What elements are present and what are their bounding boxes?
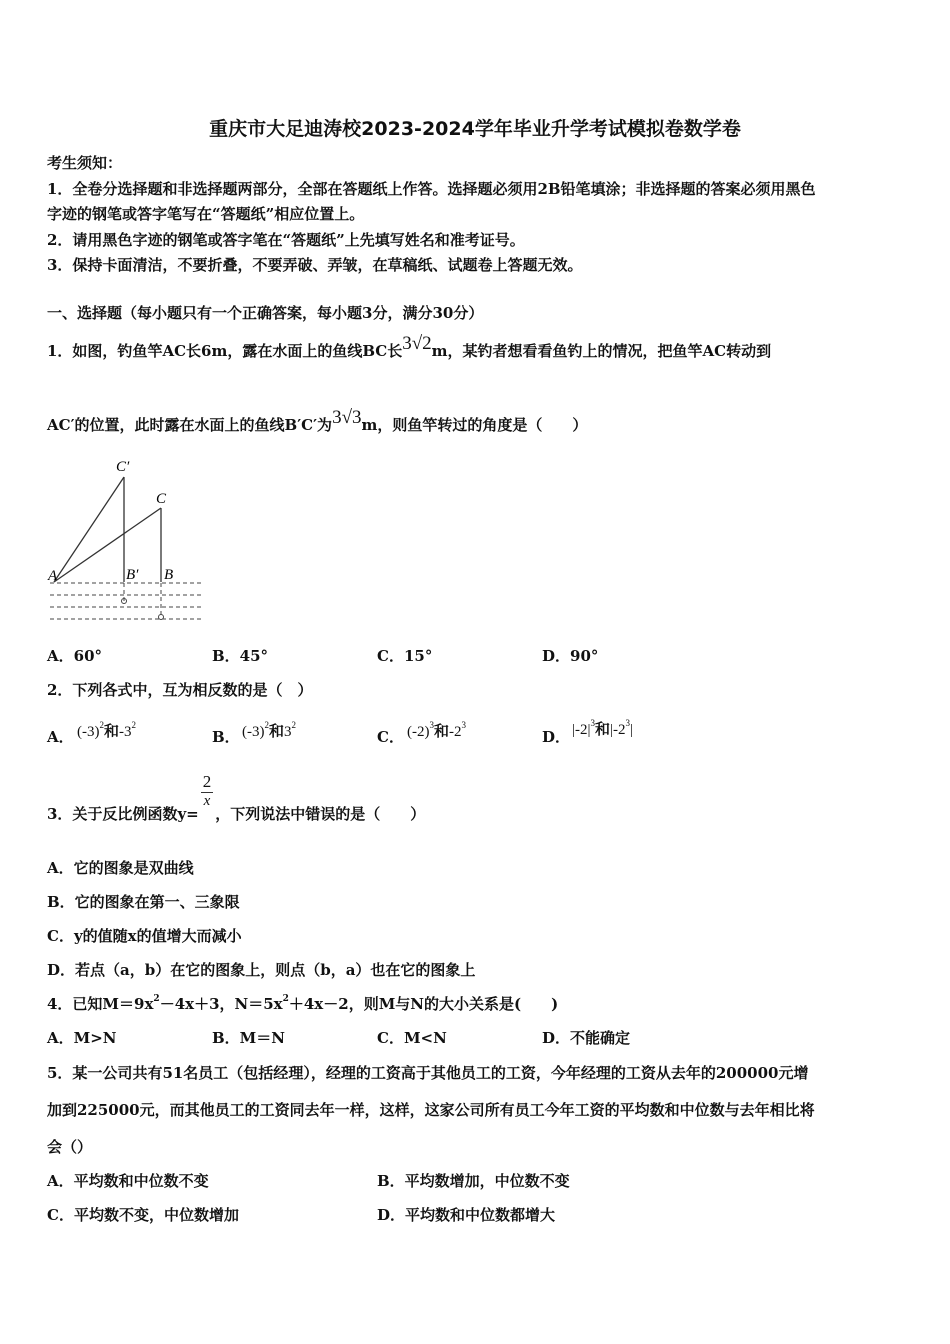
q2-a-right-exp: 2 bbox=[131, 720, 137, 730]
q3-text-2: ，下列说法中错误的是（ ） bbox=[215, 805, 426, 823]
q3-option-a: A．它的图象是双曲线 bbox=[47, 859, 194, 877]
question-4-stem bbox=[47, 993, 558, 1014]
q1-text-1: 1．如图，钓鱼竿AC长6m，露在水面上的鱼线BC长 bbox=[47, 342, 403, 360]
rod-ac-prime bbox=[54, 477, 124, 582]
q1-option-b: B．45° bbox=[212, 647, 269, 665]
q2-c-left-exp: 3 bbox=[429, 720, 434, 730]
q2-option-d-label: D． bbox=[542, 728, 571, 746]
q5-option-c: C．平均数不变，中位数增加 bbox=[47, 1206, 239, 1224]
q2-c-right-exp: 3 bbox=[461, 720, 467, 730]
q2-b-left-exp: 2 bbox=[264, 720, 269, 730]
q2-option-c-label: C． bbox=[377, 728, 404, 746]
question-5-line-2: 加到225000元，而其他员工的工资同去年一样，这样，这家公司所有员工今年工资的平均数和中位数与去年相比将 bbox=[47, 1101, 815, 1119]
notice-line-2: 2．请用黑色字迹的钢笔或答字笔在“答题纸”上先填写姓名和准考证号。 bbox=[47, 231, 525, 249]
q1-math-2: 3√3 bbox=[332, 407, 362, 428]
q3-fraction bbox=[201, 772, 214, 810]
q4-text-1: 4．已知M＝9x bbox=[47, 995, 154, 1013]
q2-d-left-exp: 3 bbox=[590, 718, 596, 728]
q3-text-1: 3．关于反比例函数y= bbox=[47, 805, 199, 823]
q4-option-c: C．M<N bbox=[377, 1029, 447, 1047]
q4-text-3: ＋4x－2，则M与N的大小关系是( ) bbox=[288, 995, 559, 1013]
page-title: 重庆市大足迪涛校2023-2024学年毕业升学考试模拟卷数学卷 bbox=[209, 118, 741, 140]
question-2-stem: 2．下列各式中，互为相反数的是（ ） bbox=[47, 681, 313, 699]
question-1-line-2 bbox=[47, 407, 588, 436]
q3-option-b: B．它的图象在第一、三象限 bbox=[47, 893, 240, 911]
q4-exp-1: 2 bbox=[153, 994, 160, 1004]
q3-option-c: C．y的值随x的值增大而减小 bbox=[47, 927, 242, 945]
q2-a-and: 和 bbox=[104, 722, 120, 740]
question-1-line-1 bbox=[47, 333, 772, 362]
q1-option-d: D．90° bbox=[542, 647, 599, 665]
q4-option-b: B．M＝N bbox=[212, 1029, 285, 1047]
q2-b-left: (-3) bbox=[242, 724, 265, 740]
label-b-prime: B′ bbox=[126, 567, 139, 583]
label-a: A bbox=[48, 568, 58, 584]
q3-fraction-denominator: x bbox=[203, 793, 211, 809]
q2-option-b bbox=[242, 720, 296, 741]
question-5-line-1: 5．某一公司共有51名员工（包括经理），经理的工资高于其他员工的工资，今年经理的工资从去年的200000元增 bbox=[47, 1064, 809, 1082]
q2-option-c bbox=[407, 720, 466, 741]
q5-option-a: A．平均数和中位数不变 bbox=[47, 1172, 209, 1190]
q1-math-1: 3√2 bbox=[402, 333, 432, 354]
q1-option-a: A．60° bbox=[47, 647, 103, 665]
section-heading: 一、选择题（每小题只有一个正确答案，每小题3分，满分30分） bbox=[47, 304, 484, 322]
q1-figure bbox=[46, 455, 206, 630]
q2-option-b-label: B． bbox=[212, 728, 240, 746]
q5-option-b: B．平均数增加，中位数不变 bbox=[377, 1172, 570, 1190]
q2-c-and: 和 bbox=[434, 722, 450, 740]
label-c-prime: C′ bbox=[116, 459, 130, 475]
notice-line-1b: 字迹的钢笔或答字笔写在“答题纸”相应位置上。 bbox=[47, 205, 365, 223]
label-c: C bbox=[156, 491, 167, 507]
q2-c-right: -2 bbox=[449, 724, 462, 740]
q2-b-and: 和 bbox=[269, 722, 285, 740]
q2-a-left: (-3) bbox=[77, 724, 100, 740]
q2-option-d bbox=[572, 718, 633, 739]
hook-b bbox=[159, 615, 164, 620]
q2-d-right-close: | bbox=[630, 722, 634, 738]
notice-heading: 考生须知： bbox=[47, 154, 123, 172]
rod-ac bbox=[54, 508, 161, 582]
q1-text-4: m，则鱼竿转过的角度是（ ） bbox=[361, 416, 588, 434]
notice-line-3: 3．保持卡面清洁，不要折叠，不要弄破、弄皱，在草稿纸、试题卷上答题无效。 bbox=[47, 256, 583, 274]
q3-option-d: D．若点（a，b）在它的图象上，则点（b，a）也在它的图象上 bbox=[47, 961, 476, 979]
q2-a-right: -3 bbox=[119, 724, 132, 740]
q2-d-left: |-2| bbox=[572, 722, 591, 738]
q1-text-2: m，某钓者想看看鱼钓上的情况，把鱼竿AC转动到 bbox=[431, 342, 772, 360]
label-b: B bbox=[164, 567, 174, 583]
q2-b-right-exp: 2 bbox=[291, 720, 297, 730]
q4-exp-2: 2 bbox=[282, 994, 289, 1004]
q4-option-a: A．M>N bbox=[47, 1029, 117, 1047]
q4-text-2: －4x＋3，N＝5x bbox=[159, 995, 283, 1013]
notice-line-1a: 1．全卷分选择题和非选择题两部分，全部在答题纸上作答。选择题必须用2B铅笔填涂；非选择题的答案必须用黑色 bbox=[47, 180, 816, 198]
q3-fraction-numerator: 2 bbox=[202, 772, 212, 791]
q1-option-c: C．15° bbox=[377, 647, 433, 665]
q2-b-right: 3 bbox=[284, 724, 292, 740]
q2-option-a bbox=[77, 720, 136, 741]
q2-d-and: 和 bbox=[595, 720, 611, 738]
q2-a-left-exp: 2 bbox=[99, 720, 104, 730]
q4-option-d: D．不能确定 bbox=[542, 1029, 631, 1047]
q2-c-left: (-2) bbox=[407, 724, 430, 740]
q2-d-right: |-2 bbox=[610, 722, 626, 738]
q5-option-d: D．平均数和中位数都增大 bbox=[377, 1206, 556, 1224]
q1-text-3: AC′的位置，此时露在水面上的鱼线B′C′为 bbox=[47, 416, 333, 434]
q2-option-a-label: A． bbox=[47, 728, 74, 746]
question-5-line-3: 会（） bbox=[47, 1138, 93, 1156]
question-3-stem bbox=[47, 772, 426, 823]
q2-d-right-exp: 3 bbox=[625, 718, 631, 728]
